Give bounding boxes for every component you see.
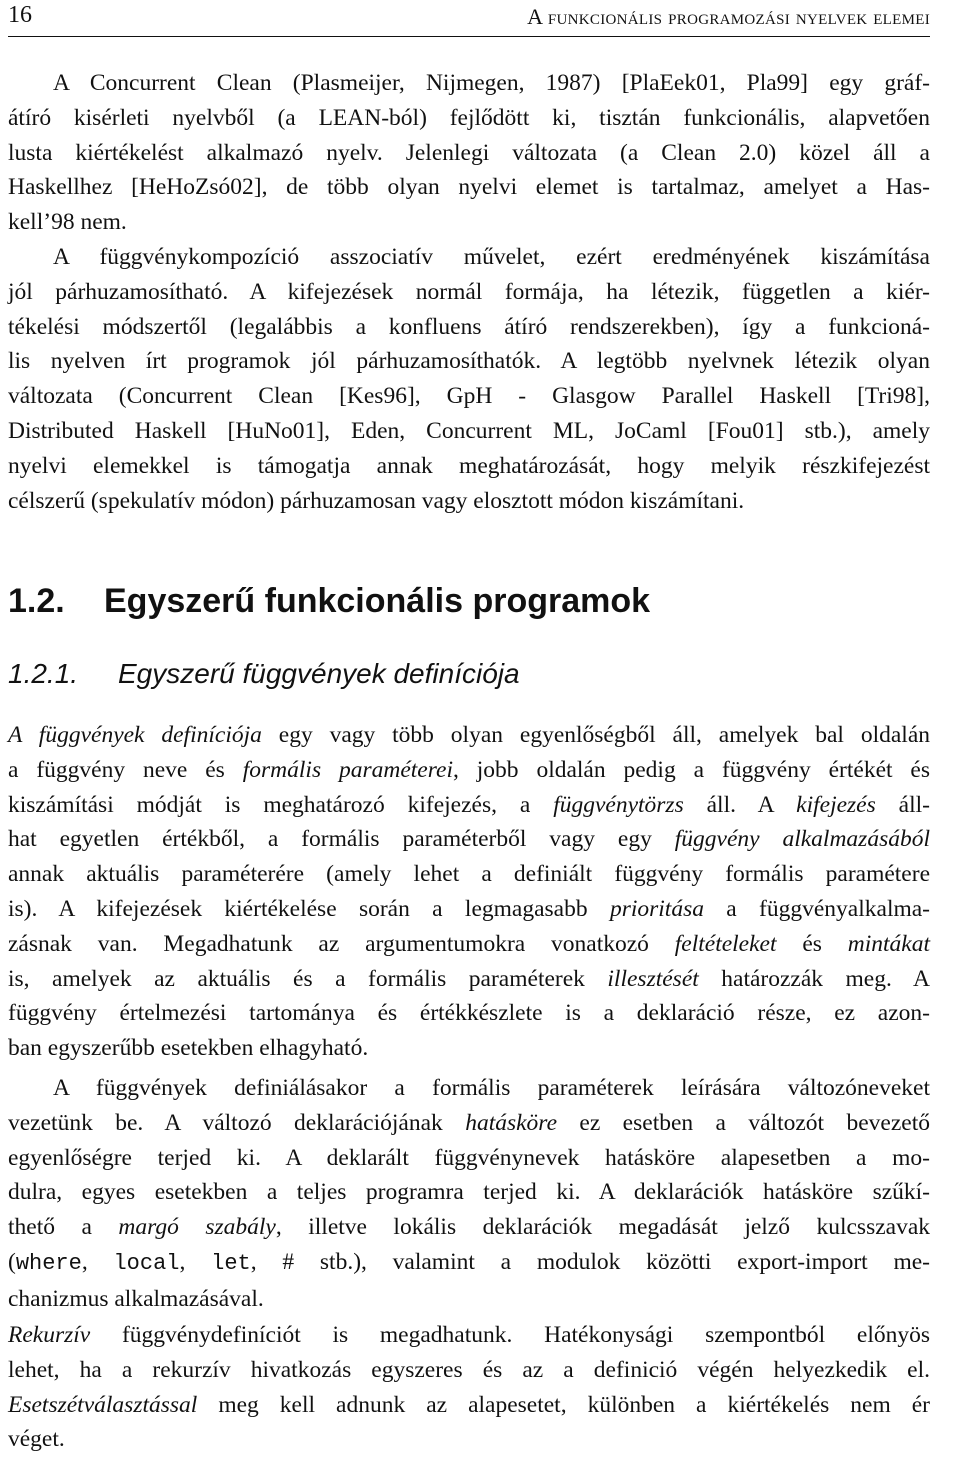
emphasis: prioritása	[609, 895, 704, 922]
emphasis: formális paraméterei	[242, 756, 453, 783]
text-line: változata (Concurrent Clean [Kes96], GpH - Glasgow Parallel Haskell [Tri98],	[8, 383, 930, 410]
keyword-where: where	[15, 1250, 82, 1276]
text-line: Haskellhez [HeHoZsó02], de több olyan nyelvi elemet is tartalmaz, amelyet a Has-	[8, 174, 930, 201]
paragraph-concurrent-clean	[8, 66, 930, 240]
text-line: is, amelyek az aktuális és a formális paraméterek illesztését határozzák meg. A	[8, 965, 930, 992]
subsection-heading	[8, 658, 520, 690]
text-line: nyelvi elemekkel is támogatja annak meghatározását, hogy melyik részkifejezést	[8, 452, 930, 479]
text-line: A Concurrent Clean (Plasmeijer, Nijmegen, 1987) [PlaEek01, Pla99] egy gráf-	[53, 70, 930, 96]
subsection-title: Egyszerű függvények definíciója	[118, 658, 520, 689]
section-heading	[8, 582, 650, 621]
keyword-local: local	[113, 1250, 180, 1276]
text-line: (where, local, let, # stb.), valamint a modulok közötti export-import me-	[8, 1248, 931, 1276]
emphasis: függvénytörzs	[553, 791, 684, 818]
text-line: tékelési módszertől (legalábbis a konfluens átíró rendszerekben), így a funkcioná-	[8, 313, 930, 340]
text-line: véget.	[8, 1426, 65, 1453]
text-line: függvény értelmezési tartománya és értékkészlete is a deklaráció része, ez azon-	[8, 1000, 930, 1027]
emphasis: függvény alkalmazásából	[674, 826, 930, 853]
text-line: lusta kiértékelést alkalmazó nyelv. Jelenlegi változata (a Clean 2.0) közel áll a	[8, 139, 930, 166]
text-line: lis nyelven írt programok jól párhuzamosíthatók. A legtöbb nyelvnek létezik olyan	[8, 348, 930, 375]
text-line: annak aktuális paraméterére (amely lehet a definiált függvény formális paramétere	[8, 861, 930, 888]
text-line: chanizmus alkalmazásával.	[8, 1285, 264, 1312]
paragraph-function-definition	[8, 718, 930, 1066]
text-line: Distributed Haskell [HuNo01], Eden, Concurrent ML, JoCaml [Fou01] stb.), amely	[8, 417, 930, 444]
paragraph-recursion	[8, 1318, 930, 1457]
text-line: átíró kisérleti nyelvből (a LEAN-ból) fejlődött ki, tisztán funkcionális, alapvetően	[8, 104, 930, 131]
section-title: Egyszerű funkcionális programok	[104, 582, 651, 620]
text-line: A függvények definiálásakor a formális paraméterek leírására változóneveket	[53, 1075, 930, 1101]
text-line: lehet, ha a rekurzív hivatkozás egyszeres és az a definició végén helyezkedik el.	[8, 1356, 930, 1383]
emphasis: Rekurzív	[8, 1322, 91, 1348]
header-rule	[8, 36, 930, 37]
text-line: kiszámítási módját is meghatározó kifejezés, a függvénytörzs áll. A kifejezés áll-	[8, 791, 930, 818]
subsection-number: 1.2.1.	[8, 658, 79, 689]
text-line: a függvény neve és formális paraméterei, jobb oldalán pedig a függvény értékét és	[8, 756, 931, 783]
text-line: dulra, egyes esetekben a teljes programra terjed ki. A deklarációk hatásköre szűkí-	[8, 1179, 930, 1206]
section-number: 1.2.	[8, 582, 65, 620]
paragraph-scope	[8, 1071, 930, 1317]
emphasis: hatásköre	[465, 1109, 558, 1136]
text-line: vezetünk be. A változó deklarációjának hatásköre ez esetben a változót bevezető	[8, 1109, 930, 1136]
text-line: is). A kifejezések kiértékelése során a legmagasabb prioritása a függvényalkalma-	[8, 895, 931, 922]
emphasis: illesztését	[607, 965, 699, 992]
text-line: A függvénykompozíció asszociatív művelet, ezért eredményének kiszámítása	[53, 244, 930, 270]
text-line: thető a margó szabály, illetve lokális deklarációk megadását jelző kulcsszavak	[8, 1214, 931, 1241]
paragraph-parallelism	[8, 240, 930, 518]
text-line: jól párhuzamosítható. A kifejezések normál formája, ha létezik, független a kiér-	[8, 278, 930, 305]
text-line: Rekurzív függvénydefiníciót is megadhatunk. Hatékonysági szempontból előnyös	[8, 1322, 930, 1348]
keyword-let: let	[211, 1250, 251, 1276]
text-line: kell’98 nem.	[8, 209, 127, 236]
text-line: Esetszétválasztással meg kell adnunk az alapesetet, különben a kiértékelés nem ér	[8, 1391, 930, 1418]
text-line: ban egyszerűbb esetekben elhagyható.	[8, 1035, 369, 1062]
emphasis: margó szabály	[118, 1214, 276, 1241]
text-line: A függvények definíciója egy vagy több olyan egyenlőségből áll, amelyek bal oldalán	[8, 722, 931, 748]
emphasis: kifejezés	[796, 791, 876, 818]
emphasis: mintákat	[847, 930, 930, 957]
running-title: A funkcionális programozási nyelvek elemei	[527, 4, 930, 29]
text-line: célszerű (spekulatív módon) párhuzamosan vagy elosztott módon kiszámítani.	[8, 487, 745, 514]
emphasis: A függvények definíciója	[8, 722, 262, 748]
emphasis: Esetszétválasztással	[8, 1391, 198, 1418]
text-line: egyenlőségre terjed ki. A deklarált függvénynevek hatásköre alapesetben a mo-	[8, 1144, 930, 1171]
page-header	[8, 2, 930, 32]
page-number: 16	[8, 2, 32, 28]
text-line: zásnak van. Megadhatunk az argumentumokra vonatkozó feltételeket és mintákat	[8, 930, 930, 957]
emphasis: feltételeket	[674, 930, 777, 957]
text-line: hat egyetlen értékből, a formális paraméterből vagy egy függvény alkalmazásából	[8, 826, 930, 853]
